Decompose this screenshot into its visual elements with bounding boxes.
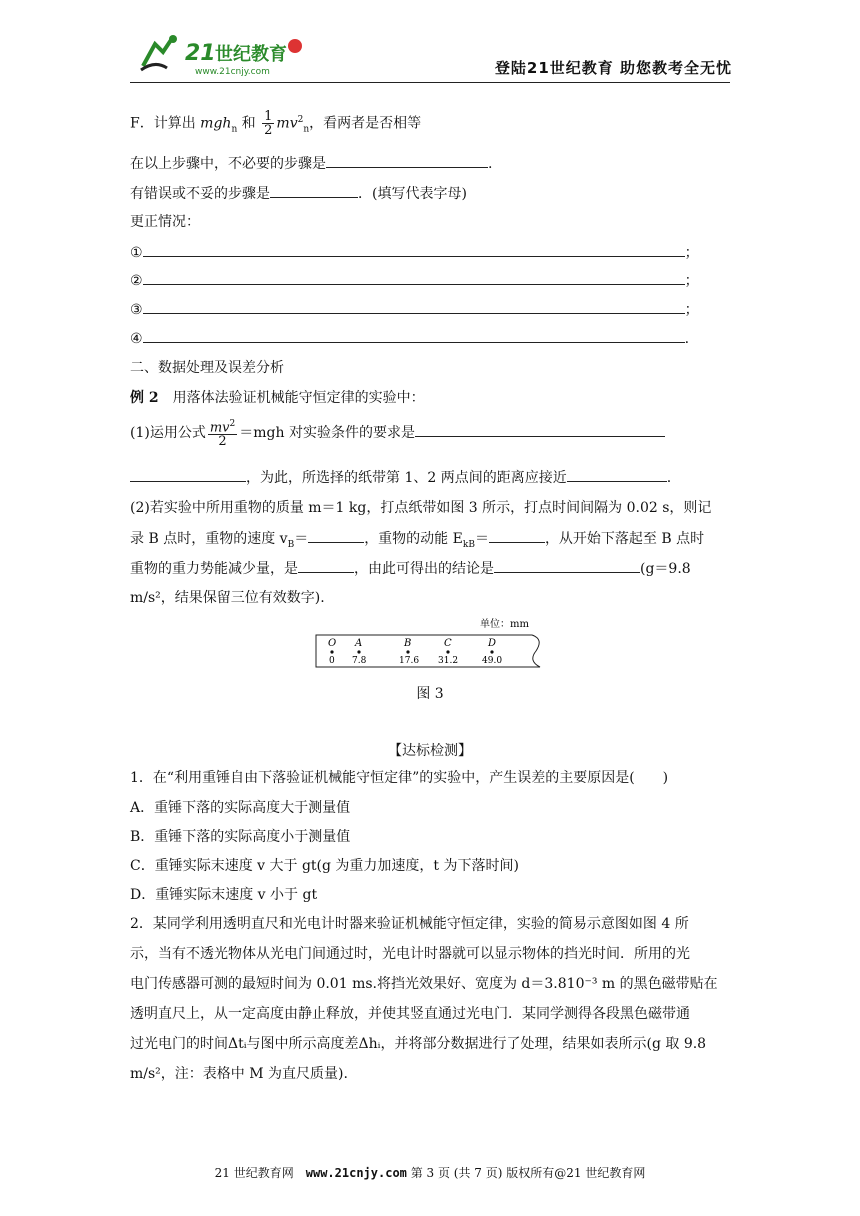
figure-3-tape <box>310 615 550 675</box>
answer-blank[interactable] <box>415 422 665 437</box>
tape-point-c <box>438 638 458 666</box>
question-2-line5: 过光电门的时间Δtᵢ与图中所示高度差Δhᵢ，并将部分数据进行了处理，结果如表所示(g 取 9.8 <box>130 1036 707 1052</box>
section-heading: 二、数据处理及误差分析 <box>130 360 284 376</box>
svg-text:21: 21 <box>185 41 216 66</box>
part-2-line1: (2)若实验中所用重物的质量 m＝1 kg，打点纸带如图 3 所示，打点时间间隔为 0.02 s，则记 <box>130 500 712 516</box>
answer-blank[interactable] <box>298 558 354 573</box>
svg-text:O: O <box>328 638 337 649</box>
option-d: D．重锤实际末速度 v 小于 gt <box>130 887 318 903</box>
option-c: C．重锤实际末速度 v 大于 gt(g 为重力加速度，t 为下落时间) <box>130 858 519 874</box>
svg-text:0: 0 <box>329 656 335 666</box>
svg-text:B: B <box>404 638 412 649</box>
question-2-line4: 透明直尺上，从一定高度由静止释放，并使其竖直通过光电门．某同学测得各段黑色磁带通 <box>130 1006 690 1022</box>
step-f: F．计算出 mgh$_n$ 和 $\frac{1}{2}$ $mv^2_n$，看两者是否相等 <box>130 109 422 139</box>
question-unnecessary: 在以上步骤中，不必要的步骤是 . <box>130 153 492 174</box>
part-2-line2: 录 B 点时，重物的速度 $v_B=$ ，重物的动能 $E_{kB}=$ ，从开始下落起至 B 点时 <box>130 528 704 555</box>
question-2-line2: 示，当有不透光物体从光电门间通过时，光电计时器就可以显示物体的挡光时间．所用的光 <box>130 946 690 962</box>
part-1-line2: ，为此，所选择的纸带第 1、2 两点间的距离应接近 . <box>130 467 671 488</box>
answer-blank[interactable] <box>326 153 488 168</box>
example-2: 例 2 用落体法验证机械能守恒定律的实验中： <box>130 390 425 406</box>
site-logo <box>135 30 315 80</box>
answer-blank[interactable] <box>567 467 667 482</box>
figure-3-unit: 单位：mm <box>480 619 529 630</box>
tape-point-o <box>328 638 336 666</box>
question-2-line3: 电门传感器可测的最短时间为 0.01 ms.将挡光效果好、宽度为 d＝3.810⁻³ m 的黑色磁带贴在 <box>130 976 718 992</box>
svg-text:世纪教育: 世纪教育 <box>215 44 287 65</box>
answer-blank[interactable] <box>494 558 640 573</box>
svg-text:C: C <box>444 638 452 649</box>
part-2-line3: 重物的重力势能减少量，是 ，由此可得出的结论是 (g＝9.8 <box>130 558 691 579</box>
part-2-line4: m/s²，结果保留三位有效数字). <box>130 590 325 606</box>
question-wrong: 有错误或不妥的步骤是 ．(填写代表字母) <box>130 183 467 204</box>
svg-text:31.2: 31.2 <box>438 656 459 666</box>
question-2-line1: 2．某同学利用透明直尺和光电计时器来验证机械能守恒定律，实验的简易示意图如图 4 所 <box>130 916 689 932</box>
svg-text:7.8: 7.8 <box>352 656 367 666</box>
svg-text:www.21cnjy.com: www.21cnjy.com <box>195 67 270 77</box>
header-slogan: 登陆21世纪教育 助您教考全无忧 <box>494 59 732 77</box>
page-footer: 21 世纪教育网 www.21cnjy.com 第 3 页 (共 7 页) 版权所有@21 世纪教育网 <box>214 1166 646 1180</box>
answer-blank[interactable] <box>143 299 685 314</box>
answer-blank[interactable] <box>270 183 358 198</box>
check-title: 【达标检测】 <box>388 743 472 759</box>
answer-blank[interactable] <box>143 328 685 343</box>
figure-3-caption: 图 3 <box>416 686 444 702</box>
svg-text:17.6: 17.6 <box>399 656 420 666</box>
tape-point-a <box>352 638 367 666</box>
footer-url[interactable]: www.21cnjy.com <box>305 1166 407 1180</box>
correction-item-3: ③ ； <box>130 299 699 320</box>
tape-point-d <box>482 638 502 666</box>
correction-item-2: ② ； <box>130 270 699 291</box>
option-a: A．重锤下落的实际高度大于测量值 <box>130 800 351 816</box>
answer-blank[interactable] <box>489 528 545 543</box>
correction-label: 更正情况： <box>130 214 200 230</box>
header-divider <box>130 82 730 83</box>
svg-text:D: D <box>488 638 497 649</box>
svg-text:A: A <box>355 638 363 649</box>
tape-point-b <box>399 638 419 666</box>
answer-blank[interactable] <box>308 528 364 543</box>
answer-blank[interactable] <box>143 270 685 285</box>
correction-item-1: ① ； <box>130 242 699 263</box>
question-1: 1．在“利用重锤自由下落验证机械能守恒定律”的实验中，产生误差的主要原因是( ) <box>130 770 669 786</box>
question-2-line6: m/s²，注：表格中 M 为直尺质量). <box>130 1066 348 1082</box>
answer-blank[interactable] <box>130 467 246 482</box>
option-b: B．重锤下落的实际高度小于测量值 <box>130 829 351 845</box>
svg-text:49.0: 49.0 <box>482 656 503 666</box>
part-1: (1)运用公式 $\frac{mv^2}{2}$ ＝mgh 对实验条件的要求是 <box>130 418 665 448</box>
answer-blank[interactable] <box>143 242 685 257</box>
correction-item-4: ④ . <box>130 328 689 349</box>
